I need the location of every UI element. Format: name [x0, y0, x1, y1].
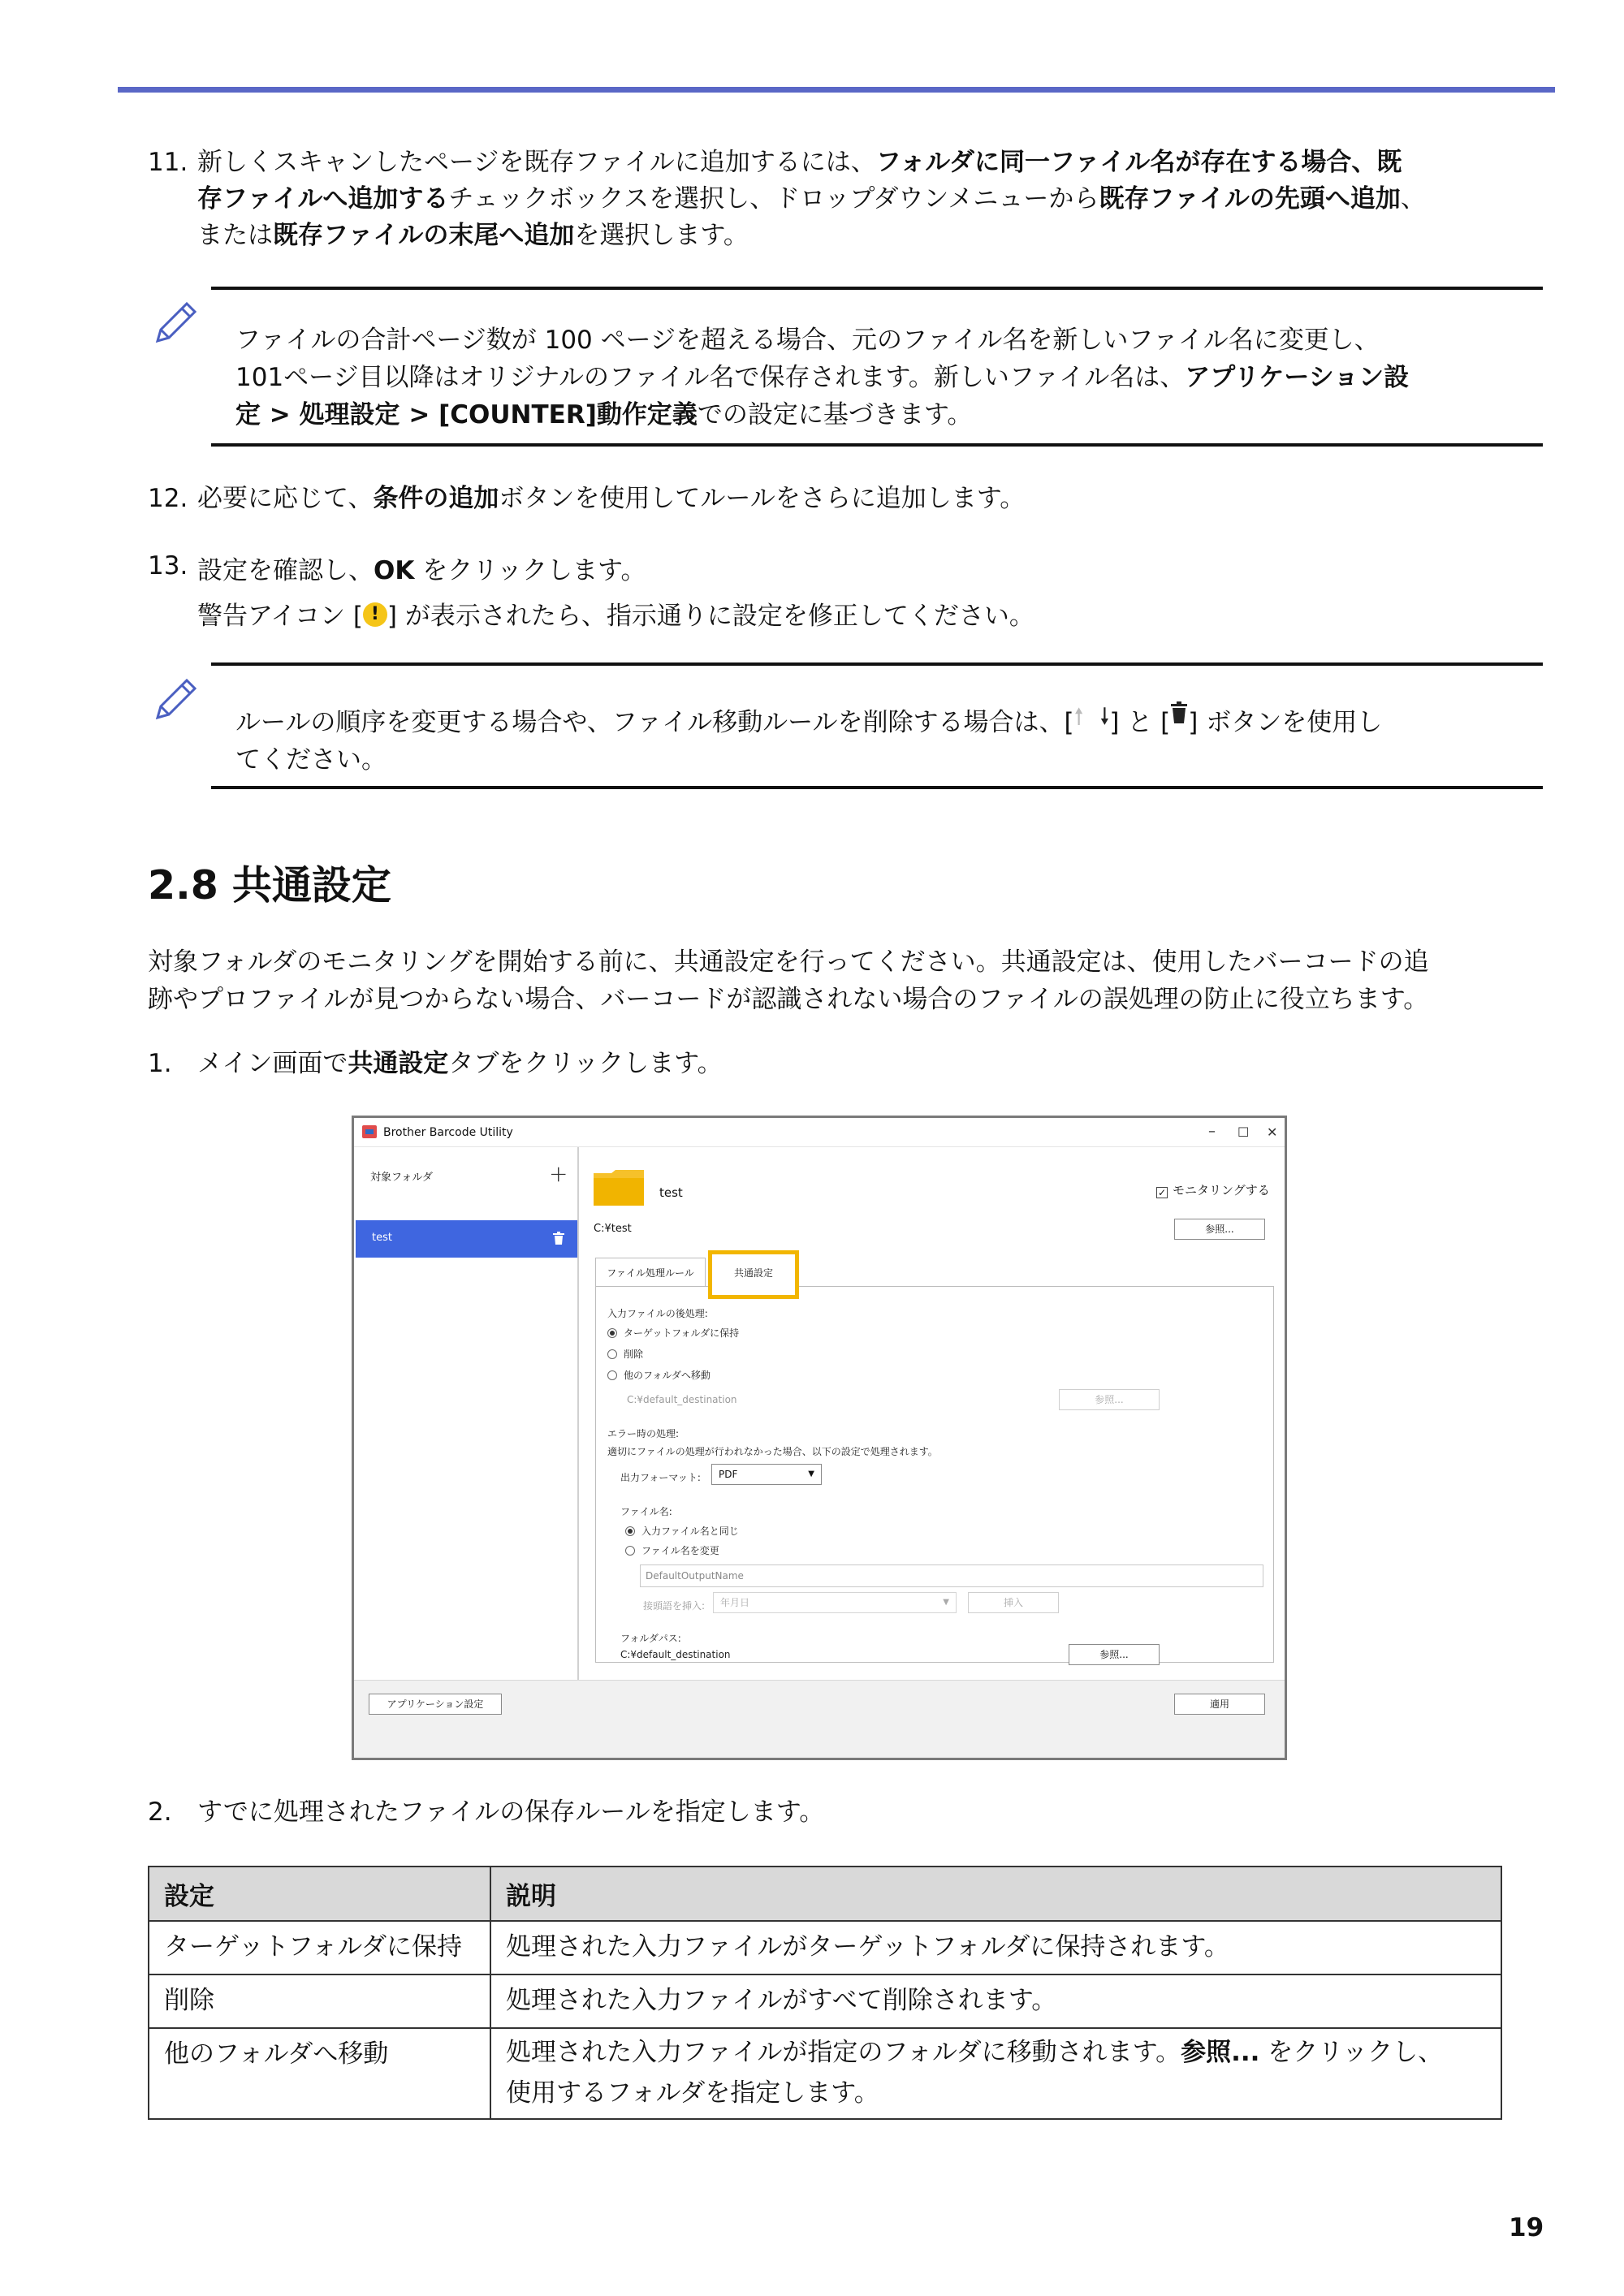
post-process-label: 入力ファイルの後処理:: [607, 1308, 708, 1319]
tab-file-rules[interactable]: ファイル処理ルール: [595, 1258, 706, 1287]
target-folder-sidebar: [354, 1147, 579, 1680]
folder-name: test: [659, 1185, 683, 1200]
table-header-cell: 設定: [149, 1867, 490, 1921]
apply-button[interactable]: 適用: [1174, 1694, 1265, 1715]
folder-path-label: フォルダパス:: [620, 1633, 681, 1644]
pencil-note-icon: [151, 299, 200, 347]
step-1-text: メイン画面で共通設定タブをクリックします。: [197, 1049, 723, 1078]
monitoring-checkbox[interactable]: ✓ モニタリングする: [1157, 1183, 1270, 1198]
browse-move-button[interactable]: 参照...: [1059, 1389, 1160, 1410]
browse-button[interactable]: 参照...: [1174, 1219, 1265, 1240]
table-row: [149, 1974, 1501, 2028]
move-destination-path: C:¥default_destination: [627, 1394, 737, 1405]
error-label: エラー時の処理:: [607, 1428, 680, 1439]
table-cell-desc: 処理された入力ファイルがターゲットフォルダに保持されます。: [490, 1921, 1501, 1974]
radio-keep[interactable]: ターゲットフォルダに保持: [607, 1326, 739, 1340]
table-cell-setting: 削除: [149, 1974, 490, 2028]
close-button[interactable]: ✕: [1267, 1124, 1278, 1140]
output-folder-path: C:¥default_destination: [620, 1649, 731, 1660]
radio-delete[interactable]: 削除: [607, 1347, 643, 1361]
maximize-button[interactable]: ☐: [1237, 1124, 1250, 1140]
chevron-down-icon: ▼: [943, 1598, 949, 1607]
note-top-rule: [211, 287, 1543, 290]
table-cell-setting: 他のフォルダへ移動: [149, 2028, 490, 2119]
step-11-number: 11.: [148, 148, 188, 177]
suffix-select[interactable]: 年月日 ▼: [713, 1592, 957, 1613]
table-row: [149, 1921, 1501, 1974]
table-header-cell: 説明: [490, 1867, 1501, 1921]
radio-filename-same[interactable]: 入力ファイル名と同じ: [625, 1524, 739, 1538]
suffix-label: 接頭語を挿入:: [643, 1600, 706, 1612]
step-1-number: 1.: [148, 1049, 172, 1078]
warning-icon: !: [363, 602, 387, 627]
folder-path: C:¥test: [594, 1223, 632, 1235]
add-folder-button[interactable]: +: [549, 1160, 568, 1187]
arrow-down-icon: 🠗: [1099, 703, 1110, 730]
header-rule: [118, 87, 1555, 93]
trash-icon: [1170, 698, 1188, 736]
note-2-text: ルールの順序を変更する場合や、ファイル移動ルールを削除する場合は、[🠕 🠗] と [ ] ボタンを使用し てください。: [235, 698, 1543, 779]
table-header-row: [149, 1867, 1501, 1921]
note-bottom-rule: [211, 443, 1543, 447]
app-window-screenshot: [352, 1116, 1287, 1760]
filename-label: ファイル名:: [620, 1506, 672, 1517]
table-cell-setting: ターゲットフォルダに保持: [149, 1921, 490, 1974]
step-2-text: すでに処理されたファイルの保存ルールを指定します。: [197, 1798, 825, 1827]
radio-move[interactable]: 他のフォルダへ移動: [607, 1368, 710, 1382]
step-11-text: 新しくスキャンしたページを既存ファイルに追加するには、フォルダに同一ファイル名が存在する場合、既 存ファイルへ追加するチェックボックスを選択し、ドロップダウンメニューから既存ファイルの先頭へ追加、 または既存ファイルの末尾へ追加を選択します。: [197, 148, 1426, 250]
table-row: [149, 2028, 1501, 2119]
table-cell-desc: 処理された入力ファイルがすべて削除されます。: [490, 1974, 1501, 2028]
sidebar-item-test[interactable]: [356, 1220, 577, 1258]
page-number: 19: [1509, 2213, 1544, 2242]
app-logo-icon: [362, 1125, 377, 1138]
tab-common-settings[interactable]: 共通設定: [708, 1250, 799, 1299]
settings-table: [148, 1866, 1502, 2120]
sidebar-item-label: test: [372, 1232, 392, 1244]
step-12-text: 必要に応じて、条件の追加ボタンを使用してルールをさらに追加します。: [197, 484, 1026, 513]
app-settings-button[interactable]: アプリケーション設定: [369, 1694, 502, 1715]
sidebar-header: 対象フォルダ: [370, 1172, 433, 1184]
note-2-bottom-rule: [211, 786, 1543, 789]
insert-button[interactable]: 挿入: [968, 1592, 1059, 1613]
output-name-input[interactable]: DefaultOutputName: [640, 1564, 1263, 1587]
table-cell-desc: 処理された入力ファイルが指定のフォルダに移動されます。参照... をクリックし、 使用するフォルダを指定します。: [490, 2028, 1501, 2119]
window-title: Brother Barcode Utility: [383, 1126, 513, 1139]
section-title: 2.8 共通設定: [148, 862, 391, 908]
section-intro: 対象フォルダのモニタリングを開始する前に、共通設定を行ってください。共通設定は、使用したバーコードの追 跡やプロファイルが見つからない場合、バーコードが認識されない場合のファイルの誤処理の防止に役立ちます。: [148, 947, 1429, 1014]
checkbox-checked-icon: ✓: [1157, 1187, 1167, 1198]
step-2-number: 2.: [148, 1798, 172, 1827]
title-bar: [354, 1118, 1285, 1147]
trash-icon[interactable]: [553, 1232, 564, 1245]
browse-folder-button[interactable]: 参照...: [1069, 1644, 1160, 1665]
step-13-number: 13.: [148, 551, 188, 580]
step-12-number: 12.: [148, 484, 188, 513]
arrow-up-icon: 🠕: [1073, 703, 1084, 730]
bottom-bar: [354, 1680, 1285, 1758]
output-format-select[interactable]: PDF ▼: [711, 1464, 822, 1485]
radio-filename-change[interactable]: ファイル名を変更: [625, 1543, 719, 1557]
step-13-text: 設定を確認し、OK をクリックします。 警告アイコン [ ! ] が表示されたら、指示通りに設定を修正してください。: [197, 556, 1034, 631]
note-2-top-rule: [211, 662, 1543, 666]
note-1-text: ファイルの合計ページ数が 100 ページを超える場合、元のファイル名を新しいファイル名に変更し、 101ページ目以降はオリジナルのファイル名で保存されます。新しいファイル名は、アプリケーション設 定 > 処理設定 > [COUNTER]動作定義での設定に基づきます。: [235, 326, 1410, 429]
chevron-down-icon: ▼: [808, 1470, 814, 1478]
error-description: 適切にファイルの処理が行われなかった場合、以下の設定で処理されます。: [607, 1446, 938, 1457]
folder-icon: [594, 1170, 644, 1206]
common-settings-panel: [595, 1286, 1274, 1663]
minimize-button[interactable]: –: [1208, 1123, 1216, 1140]
output-format-label: 出力フォーマット:: [620, 1472, 701, 1483]
pencil-note-icon: [151, 675, 200, 724]
